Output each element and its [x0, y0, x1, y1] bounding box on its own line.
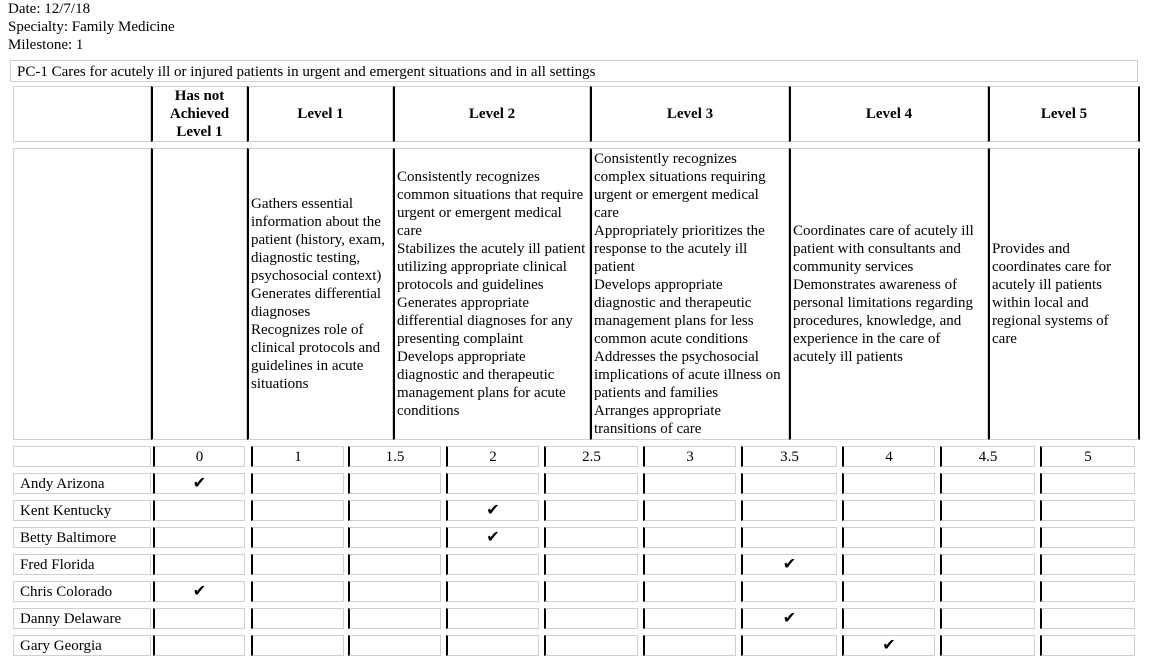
score-cell[interactable] — [544, 635, 638, 656]
score-cell[interactable] — [446, 581, 539, 602]
level-description-1 — [247, 148, 393, 440]
milestone-label: Milestone: 1 — [8, 37, 84, 53]
score-cell[interactable] — [1040, 500, 1135, 521]
score-cell[interactable] — [544, 554, 638, 575]
resident-name: Gary Georgia — [13, 635, 151, 656]
score-cell[interactable] — [153, 635, 245, 656]
level-description-text: Coordinates care of acutely ill patient with consultants and community services Demonstrates awareness of personal limitations regarding procedures, knowledge, and experience in the care of acutely ill patients — [793, 223, 974, 365]
score-cell[interactable] — [153, 581, 245, 602]
score-cell[interactable] — [1040, 554, 1135, 575]
score-cell[interactable] — [842, 635, 935, 656]
level-header-0: Has not Achieved Level 1 — [151, 86, 247, 142]
score-header-blank — [13, 446, 151, 467]
checkmark-icon: ✔ — [192, 583, 207, 600]
resident-name: Andy Arizona — [13, 473, 151, 494]
resident-name: Fred Florida — [13, 554, 151, 575]
score-cell[interactable] — [153, 554, 245, 575]
score-cell[interactable] — [940, 635, 1035, 656]
score-cell[interactable] — [842, 500, 935, 521]
level-description-3 — [590, 148, 789, 440]
specialty-label: Specialty: Family Medicine — [8, 19, 175, 35]
name-column-description — [13, 148, 151, 440]
score-cell[interactable] — [251, 554, 344, 575]
score-cell[interactable] — [741, 608, 837, 629]
score-cell[interactable] — [940, 527, 1035, 548]
score-cell[interactable] — [643, 554, 736, 575]
score-cell[interactable] — [940, 608, 1035, 629]
checkmark-icon: ✔ — [192, 475, 207, 492]
score-cell[interactable] — [741, 581, 837, 602]
level-description-2 — [393, 148, 590, 440]
score-cell[interactable] — [446, 527, 539, 548]
level-header-3: Level 3 — [590, 86, 789, 142]
checkmark-icon: ✔ — [782, 556, 797, 573]
score-cell[interactable] — [446, 500, 539, 521]
score-cell[interactable] — [348, 608, 441, 629]
resident-name: Betty Baltimore — [13, 527, 151, 548]
score-cell[interactable] — [251, 608, 344, 629]
score-cell[interactable] — [842, 554, 935, 575]
score-cell[interactable] — [741, 635, 837, 656]
level-header-4: Level 4 — [789, 86, 988, 142]
score-cell[interactable] — [251, 581, 344, 602]
score-cell[interactable] — [643, 608, 736, 629]
score-cell[interactable] — [544, 581, 638, 602]
score-cell[interactable] — [348, 635, 441, 656]
score-cell[interactable] — [544, 473, 638, 494]
score-cell[interactable] — [643, 635, 736, 656]
score-cell[interactable] — [251, 473, 344, 494]
score-cell[interactable] — [940, 473, 1035, 494]
level-description-text: Consistently recognizes common situations that require urgent or emergent medical care Stabilizes the acutely ill patient utilizing appropriate clinical protocols and guidelines Generates appropriate differential diagnoses for any presenting complaint Develops appropriate diagnostic and therapeutic management plans for acute conditions — [397, 169, 586, 419]
level-description-text: Consistently recognizes complex situations requiring urgent or emergent medical care Appropriately prioritizes the response to the acutely ill patient Develops appropriate diagnostic and therapeutic management plans for less common acute conditions Addresses the psychosocial implications of acute illness on patients and families Arranges appropriate transitions of care — [594, 151, 781, 437]
score-cell[interactable] — [940, 500, 1035, 521]
score-cell[interactable] — [1040, 635, 1135, 656]
score-cell[interactable] — [842, 473, 935, 494]
level-header-5: Level 5 — [988, 86, 1140, 142]
checkmark-icon: ✔ — [486, 529, 500, 546]
score-header-4.5: 4.5 — [940, 446, 1035, 467]
level-description-5 — [988, 148, 1140, 440]
score-cell[interactable] — [940, 581, 1035, 602]
score-cell[interactable] — [1040, 581, 1135, 602]
score-header-5: 5 — [1040, 446, 1135, 467]
score-cell[interactable] — [544, 608, 638, 629]
score-cell[interactable] — [153, 608, 245, 629]
level-description-text: Gathers essential information about the patient (history, exam, diagnostic testing, psychosocial context) Generates differential diagnoses Recognizes role of clinical protocols and guidelines in acute situations — [251, 196, 385, 392]
score-header-3.5: 3.5 — [741, 446, 837, 467]
score-cell[interactable] — [348, 473, 441, 494]
name-column-header — [13, 86, 151, 142]
score-cell[interactable] — [153, 527, 245, 548]
score-cell[interactable] — [251, 527, 344, 548]
score-cell[interactable] — [544, 500, 638, 521]
score-header-1: 1 — [251, 446, 344, 467]
score-cell[interactable] — [842, 527, 935, 548]
level-description-0 — [151, 148, 247, 440]
score-header-0: 0 — [153, 446, 245, 467]
score-cell[interactable] — [251, 500, 344, 521]
score-cell[interactable] — [643, 527, 736, 548]
score-cell[interactable] — [643, 473, 736, 494]
score-cell[interactable] — [446, 554, 539, 575]
level-description-4 — [789, 148, 988, 440]
score-cell[interactable] — [446, 473, 539, 494]
score-header-2: 2 — [446, 446, 539, 467]
score-cell[interactable] — [741, 500, 837, 521]
score-cell[interactable] — [741, 527, 837, 548]
score-cell[interactable] — [153, 500, 245, 521]
score-cell[interactable] — [348, 527, 441, 548]
level-header-2: Level 2 — [393, 86, 590, 142]
checkmark-icon: ✔ — [782, 610, 797, 627]
score-cell[interactable] — [153, 473, 245, 494]
score-cell[interactable] — [1040, 527, 1135, 548]
score-cell[interactable] — [348, 500, 441, 521]
score-cell[interactable] — [251, 635, 344, 656]
resident-name: Kent Kentucky — [13, 500, 151, 521]
score-cell[interactable] — [842, 608, 935, 629]
resident-name: Chris Colorado — [13, 581, 151, 602]
checkmark-icon: ✔ — [882, 637, 896, 654]
score-cell[interactable] — [842, 581, 935, 602]
score-cell[interactable] — [741, 473, 837, 494]
checkmark-icon: ✔ — [486, 502, 500, 519]
score-cell[interactable] — [1040, 608, 1135, 629]
score-cell[interactable] — [940, 554, 1035, 575]
competency-title: PC-1 Cares for acutely ill or injured patients in urgent and emergent situations and in all settings — [10, 60, 1138, 82]
score-header-3: 3 — [643, 446, 736, 467]
score-cell[interactable] — [544, 527, 638, 548]
score-header-2.5: 2.5 — [544, 446, 638, 467]
score-cell[interactable] — [348, 554, 441, 575]
score-cell[interactable] — [741, 554, 837, 575]
score-cell[interactable] — [643, 581, 736, 602]
score-header-4: 4 — [842, 446, 935, 467]
score-cell[interactable] — [446, 635, 539, 656]
level-description-text: Provides and coordinates care for acutely ill patients within local and regional systems of care — [992, 241, 1112, 347]
date-label: Date: 12/7/18 — [8, 1, 91, 17]
score-cell[interactable] — [1040, 473, 1135, 494]
level-header-1: Level 1 — [247, 86, 393, 142]
resident-name: Danny Delaware — [13, 608, 151, 629]
score-cell[interactable] — [348, 581, 441, 602]
score-cell[interactable] — [446, 608, 539, 629]
score-header-1.5: 1.5 — [348, 446, 441, 467]
score-cell[interactable] — [643, 500, 736, 521]
